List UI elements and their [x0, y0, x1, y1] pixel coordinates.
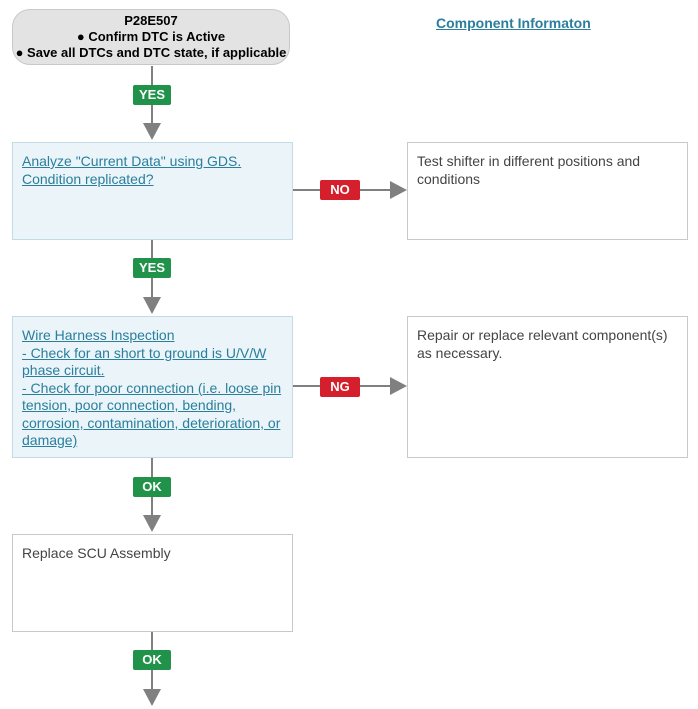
no-badge: NO: [320, 180, 360, 200]
start-item-confirm: ● Confirm DTC is Active: [76, 29, 226, 44]
short-to-ground-link[interactable]: Check for an short to ground is: [30, 344, 226, 361]
arrow-down-icon: [143, 297, 161, 314]
start-item-save: ● Save all DTCs and DTC state, if applicable: [15, 45, 287, 60]
analyze-current-data-link[interactable]: [22, 153, 241, 187]
dtc-code: P28E507: [124, 13, 178, 28]
wire-harness-title-link[interactable]: Wire Harness Inspection: [22, 327, 175, 343]
arrow-down-icon: [143, 689, 161, 706]
yes-badge: YES: [133, 258, 171, 278]
start-node: [12, 9, 290, 65]
arrow-down-icon: [143, 123, 161, 140]
ok-badge: OK: [133, 650, 171, 670]
replace-scu-text: Replace SCU Assembly: [22, 545, 171, 561]
step1-line2: Condition replicated?: [22, 170, 154, 187]
arrow-right-icon: [390, 181, 407, 199]
repair-replace-box: [407, 316, 688, 458]
arrow-down-icon: [143, 515, 161, 532]
ng-badge: NG: [320, 377, 360, 397]
step-analyze-current-data: [12, 142, 293, 240]
phase-circuit-link[interactable]: phase circuit.: [22, 362, 105, 378]
step1-line1: Analyze "Current Data" using GDS.: [22, 153, 242, 169]
test-shifter-box: [407, 142, 688, 240]
test-shifter-text: Test shifter in different positions and conditions: [417, 153, 641, 187]
step2-dash: -: [22, 344, 31, 361]
arrow-right-icon: [390, 377, 407, 395]
repair-replace-text: Repair or replace relevant component(s) as necessary.: [417, 327, 668, 361]
step-wire-harness-inspection: [12, 316, 293, 458]
replace-scu-box: [12, 534, 293, 632]
component-information-link[interactable]: Component Informaton: [436, 15, 591, 31]
poor-connection-link[interactable]: - Check for poor connection (i.e. loose pin tension, poor connection, bending, corrosion, contamination, deterioration, or damage): [22, 379, 282, 448]
yes-badge: YES: [133, 85, 171, 105]
ok-badge: OK: [133, 477, 171, 497]
uvw-link[interactable]: U/V/W: [225, 344, 267, 361]
